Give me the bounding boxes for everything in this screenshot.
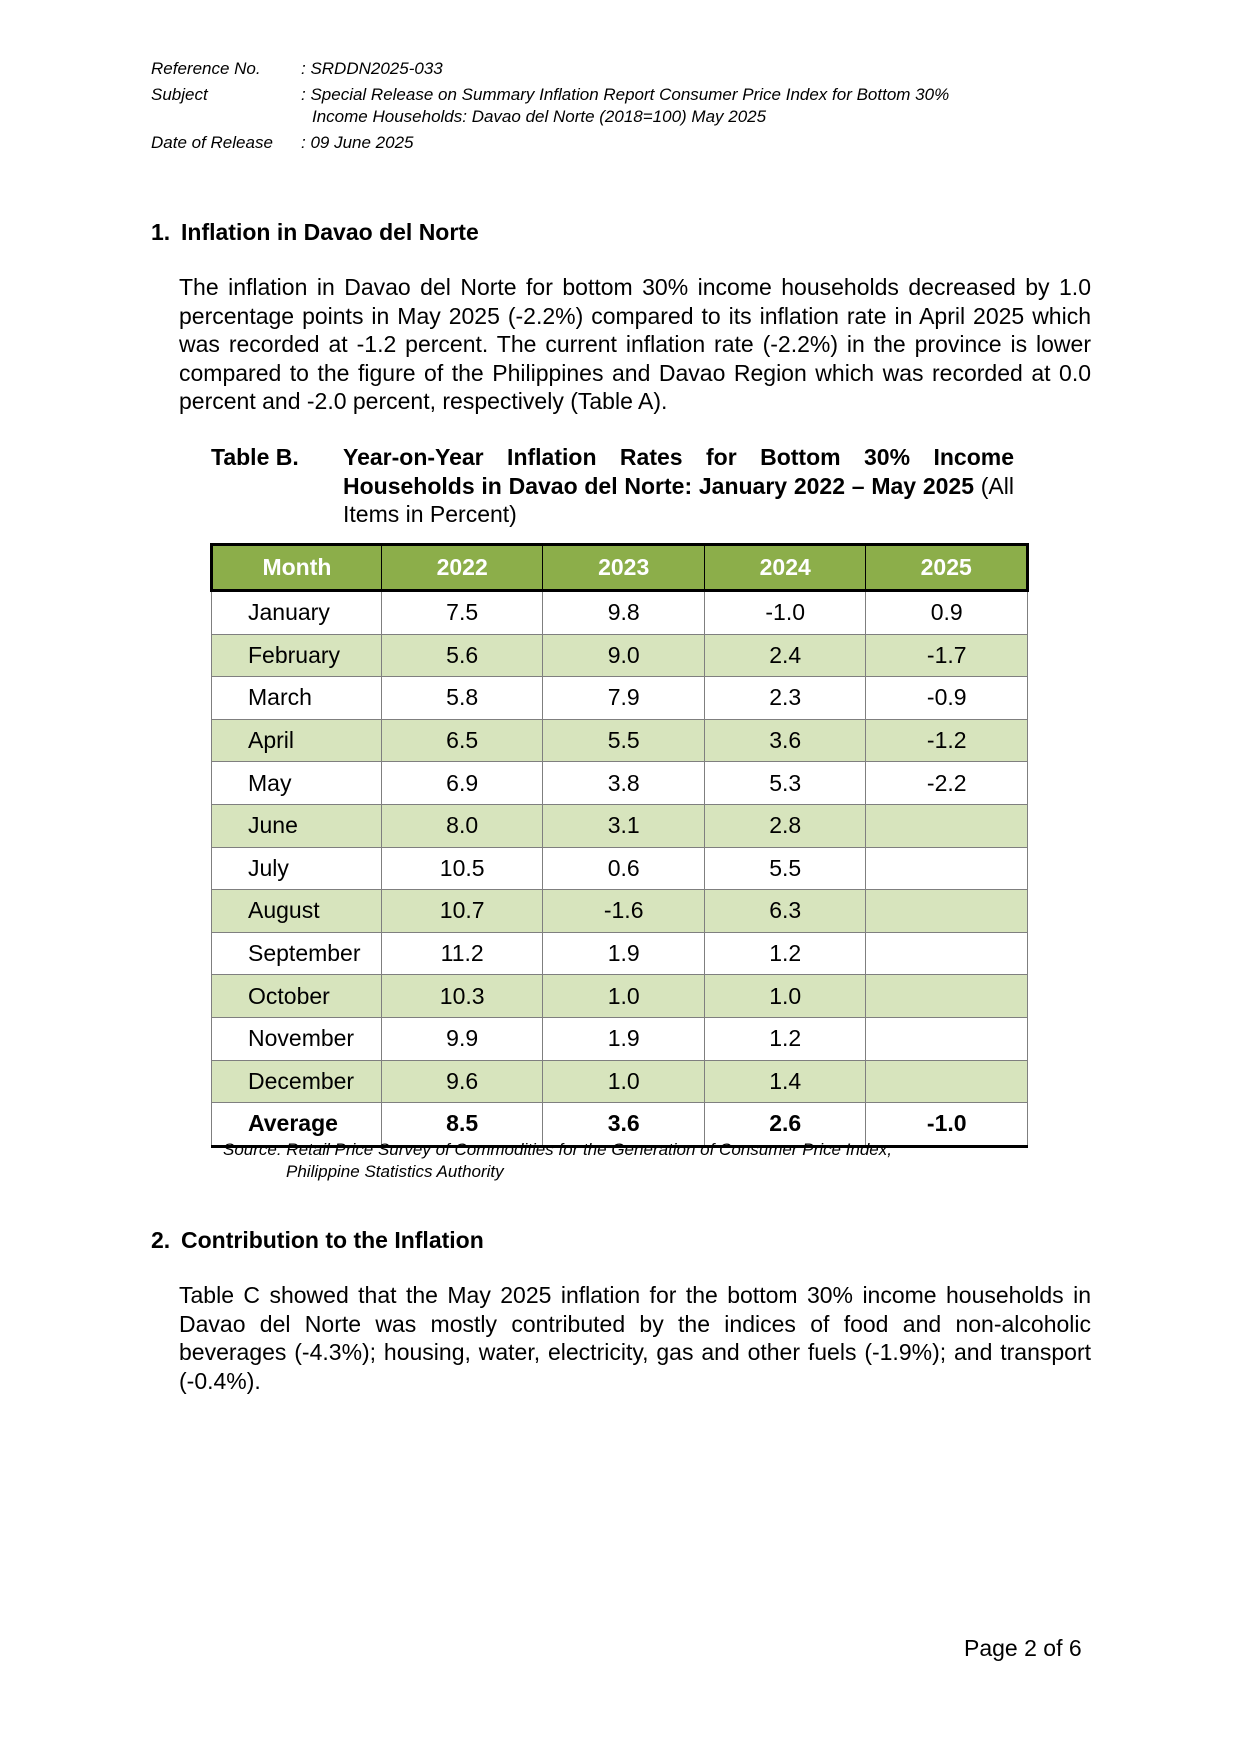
average-cell: 8.5: [381, 1103, 543, 1147]
value-cell: 1.9: [543, 932, 705, 975]
value-cell: 6.5: [381, 719, 543, 762]
value-cell: 5.5: [543, 719, 705, 762]
month-cell: May: [212, 762, 382, 805]
source-line1: Source: Retail Price Survey of Commodities for the Generation of Consumer Price Index,: [223, 1140, 892, 1159]
month-cell: February: [212, 634, 382, 677]
value-cell: 1.9: [543, 1017, 705, 1060]
section1-paragraph: The inflation in Davao del Norte for bottom 30% income households decreased by 1.0 percentage points in May 2025 (-2.2%) compared to its inflation rate in April 2025 which was recorded at -1.2 percent. The current inflation rate (-2.2%) in the province is lower compared to the figure of the Philippines and Davao Region which was recorded at 0.0 percent and -2.0 percent, respectively (Table A).: [179, 274, 1091, 414]
subject-row: [151, 84, 1041, 128]
header-month: Month: [212, 545, 382, 591]
subject-label: Subject: [151, 85, 208, 104]
section2-number: 2.: [151, 1227, 171, 1253]
value-cell: 0.9: [866, 591, 1028, 635]
value-cell: 5.5: [704, 847, 866, 890]
average-cell: 3.6: [543, 1103, 705, 1147]
table-body: [212, 591, 1028, 1147]
table-row: [212, 890, 1028, 933]
section2-title: Contribution to the Inflation: [181, 1227, 484, 1253]
date-label: Date of Release: [151, 133, 273, 152]
value-cell: 10.5: [381, 847, 543, 890]
section2-paragraph: Table C showed that the May 2025 inflation for the bottom 30% income households in Davao del Norte was mostly contributed by the indices of food and non-alcoholic beverages (-4.3%); housing, water, electricity, gas and other fuels (-1.9%); and transport (-0.4%).: [179, 1282, 1091, 1394]
header-2022: 2022: [381, 545, 543, 591]
header-2023: 2023: [543, 545, 705, 591]
value-cell: 9.9: [381, 1017, 543, 1060]
average-cell: 2.6: [704, 1103, 866, 1147]
subject-line2: Income Households: Davao del Norte (2018=100) May 2025: [312, 107, 767, 126]
document-meta: [151, 58, 1041, 154]
table-row: [212, 1060, 1028, 1103]
subject-value: [301, 84, 1041, 128]
table-row: [212, 1017, 1028, 1060]
table-row: [212, 677, 1028, 720]
value-cell: 5.8: [381, 677, 543, 720]
table-row: [212, 591, 1028, 635]
table-row: [212, 847, 1028, 890]
section1-heading: [151, 219, 479, 246]
value-cell: [866, 932, 1028, 975]
average-cell: -1.0: [866, 1103, 1028, 1147]
value-cell: 5.3: [704, 762, 866, 805]
table-row: [212, 719, 1028, 762]
table-title-bold: Year-on-Year Inflation Rates for Bottom 30% Income Households in Davao del Norte: January 2022 – May 2025: [343, 444, 1014, 499]
month-cell: January: [212, 591, 382, 635]
value-cell: -1.7: [866, 634, 1028, 677]
value-cell: 6.9: [381, 762, 543, 805]
reference-value: : SRDDN2025-033: [301, 59, 443, 78]
value-cell: -2.2: [866, 762, 1028, 805]
table-row: [212, 932, 1028, 975]
month-cell: October: [212, 975, 382, 1018]
value-cell: 8.0: [381, 804, 543, 847]
table-row: [212, 975, 1028, 1018]
month-cell: September: [212, 932, 382, 975]
value-cell: -0.9: [866, 677, 1028, 720]
value-cell: 10.3: [381, 975, 543, 1018]
value-cell: 2.4: [704, 634, 866, 677]
table-row: [212, 634, 1028, 677]
page-number: Page 2 of 6: [964, 1635, 1082, 1661]
section1-title: Inflation in Davao del Norte: [181, 219, 479, 245]
month-cell: March: [212, 677, 382, 720]
value-cell: 2.8: [704, 804, 866, 847]
table-caption: [211, 443, 1014, 529]
table-title: [343, 443, 1014, 529]
value-cell: 10.7: [381, 890, 543, 933]
month-cell: December: [212, 1060, 382, 1103]
value-cell: 3.6: [704, 719, 866, 762]
section2-heading: [151, 1227, 484, 1254]
value-cell: [866, 1017, 1028, 1060]
table-row: [212, 804, 1028, 847]
table-row: [212, 762, 1028, 805]
month-cell: June: [212, 804, 382, 847]
table-title-normal: (All Items in Percent): [343, 472, 1014, 527]
month-cell: August: [212, 890, 382, 933]
value-cell: 0.6: [543, 847, 705, 890]
value-cell: 1.0: [543, 975, 705, 1018]
value-cell: 1.2: [704, 1017, 866, 1060]
value-cell: 1.2: [704, 932, 866, 975]
value-cell: 3.1: [543, 804, 705, 847]
value-cell: 11.2: [381, 932, 543, 975]
value-cell: -1.0: [704, 591, 866, 635]
value-cell: 1.0: [543, 1060, 705, 1103]
section1-number: 1.: [151, 219, 171, 245]
month-cell: November: [212, 1017, 382, 1060]
reference-label: Reference No.: [151, 59, 261, 78]
value-cell: -1.2: [866, 719, 1028, 762]
table-header-row: [212, 545, 1028, 591]
value-cell: 1.0: [704, 975, 866, 1018]
average-label: Average: [212, 1103, 382, 1147]
value-cell: 3.8: [543, 762, 705, 805]
value-cell: 9.6: [381, 1060, 543, 1103]
value-cell: 1.4: [704, 1060, 866, 1103]
value-cell: 7.9: [543, 677, 705, 720]
table-source: [223, 1139, 892, 1183]
value-cell: 2.3: [704, 677, 866, 720]
value-cell: 6.3: [704, 890, 866, 933]
value-cell: [866, 1060, 1028, 1103]
header-2025: 2025: [866, 545, 1028, 591]
value-cell: 9.0: [543, 634, 705, 677]
value-cell: 5.6: [381, 634, 543, 677]
value-cell: [866, 847, 1028, 890]
value-cell: 9.8: [543, 591, 705, 635]
value-cell: [866, 804, 1028, 847]
subject-line1: : Special Release on Summary Inflation Report Consumer Price Index for Bottom 30%: [301, 85, 950, 104]
month-cell: July: [212, 847, 382, 890]
month-cell: April: [212, 719, 382, 762]
header-2024: 2024: [704, 545, 866, 591]
value-cell: [866, 975, 1028, 1018]
date-row: [151, 132, 1041, 154]
source-line2: Philippine Statistics Authority: [286, 1162, 504, 1181]
reference-row: [151, 58, 1041, 80]
inflation-table: [210, 543, 1029, 1148]
value-cell: [866, 890, 1028, 933]
value-cell: -1.6: [543, 890, 705, 933]
date-value: : 09 June 2025: [301, 133, 414, 152]
table-label: Table B.: [211, 444, 299, 470]
value-cell: 7.5: [381, 591, 543, 635]
